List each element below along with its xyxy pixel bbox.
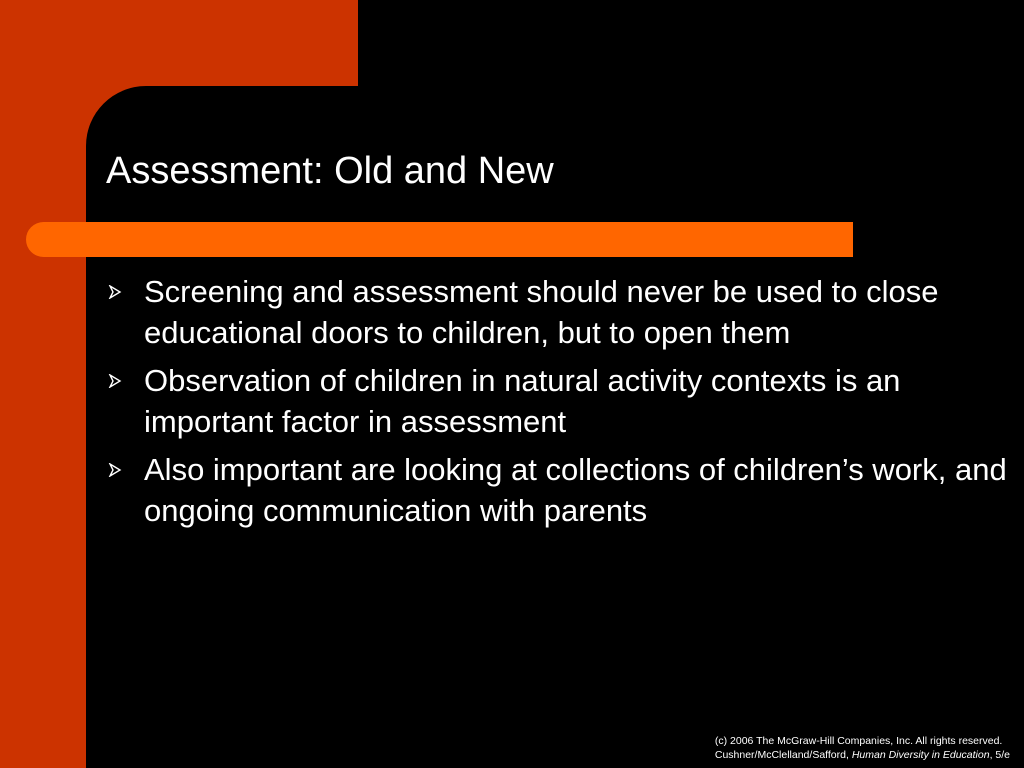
bullet-list	[108, 271, 1018, 538]
footer-edition: , 5/e	[989, 749, 1010, 761]
footer-authors: Cushner/McClelland/Safford,	[714, 749, 852, 761]
arrowhead-bullet-icon	[108, 463, 122, 477]
left-frame-band	[0, 0, 86, 768]
title-accent-bar	[26, 222, 853, 257]
footer-book-title: Human Diversity in Education	[851, 749, 990, 761]
bullet-item	[108, 271, 1018, 353]
bullet-item	[108, 360, 1018, 442]
slide-title: Assessment: Old and New	[106, 150, 554, 192]
bullet-text: Screening and assessment should never be used to close educational doors to children, but to open them	[144, 274, 939, 350]
footer-copyright-line: (c) 2006 The McGraw-Hill Companies, Inc. All rights reserved.	[714, 735, 1003, 747]
copyright-footer	[715, 734, 1010, 762]
bullet-item	[108, 449, 1018, 531]
bullet-text: Also important are looking at collections of children’s work, and ongoing communication with parents	[144, 452, 1007, 528]
bullet-text: Observation of children in natural activity contexts is an important factor in assessment	[144, 363, 901, 439]
arrowhead-bullet-icon	[108, 374, 122, 388]
arrowhead-bullet-icon	[108, 285, 122, 299]
footer-citation-line	[715, 748, 1010, 762]
